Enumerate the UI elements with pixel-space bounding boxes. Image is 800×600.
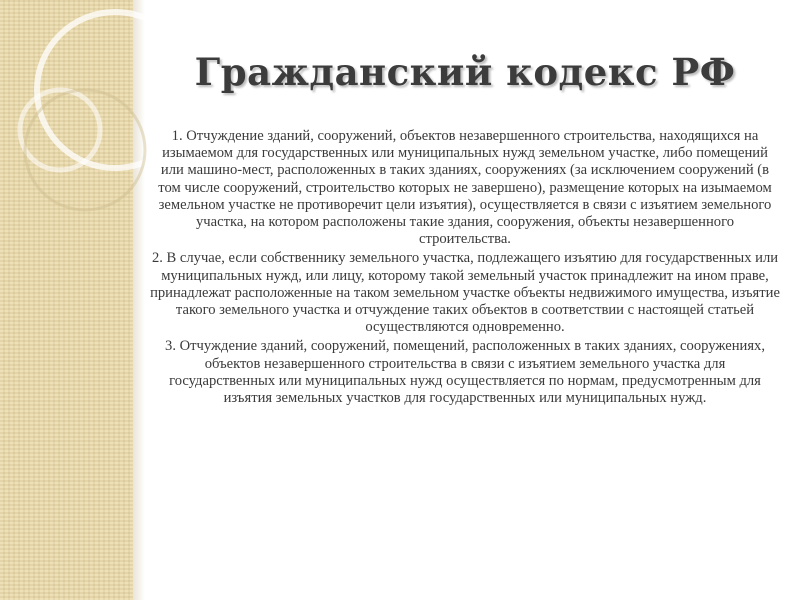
outer-ring-arc [25,90,145,210]
small-ring [20,90,100,170]
paragraph-1: 1. Отчуждение зданий, сооружений, объектов незавершенного строительства, находящихся на изымаемом для государственных или муниципальных нужд земельном участке, либо помещений или машино-мест, расположенных в таких зданиях, сооружениях (за исключением сооружений (в том числе сооружений, строительство которых не завершено), размещение которых на изымаемом земельном участке не противоречит цели изъятия), осуществляется в связи с изъятием земельного участка, на котором расположены такие здания, сооружения, объекты незавершенного строительства. [158,128,772,248]
slide-title: Гражданский кодекс РФ [194,50,736,94]
slide-body [150,128,780,409]
paragraph-2: 2. В случае, если собственнику земельного участка, подлежащего изъятию для государственных или муниципальных нужд, или лицу, которому такой земельный участок принадлежит на ином праве, принадлежат расположенные на таком земельном участке объекты недвижимого имущества, изъятие такого земельного участка и отчуждение таких объектов в соответствии с настоящей статьей осуществляются одновременно. [150,250,780,336]
paragraph-3: 3. Отчуждение зданий, сооружений, помещений, расположенных в таких зданиях, сооружениях, объектов незавершенного строительства в связи с изъятием земельного участка для государственных или муниципальных нужд осуществляется по нормам, предусмотренным для изъятия земельных участков для государственных или муниципальных нужд. [165,338,765,407]
